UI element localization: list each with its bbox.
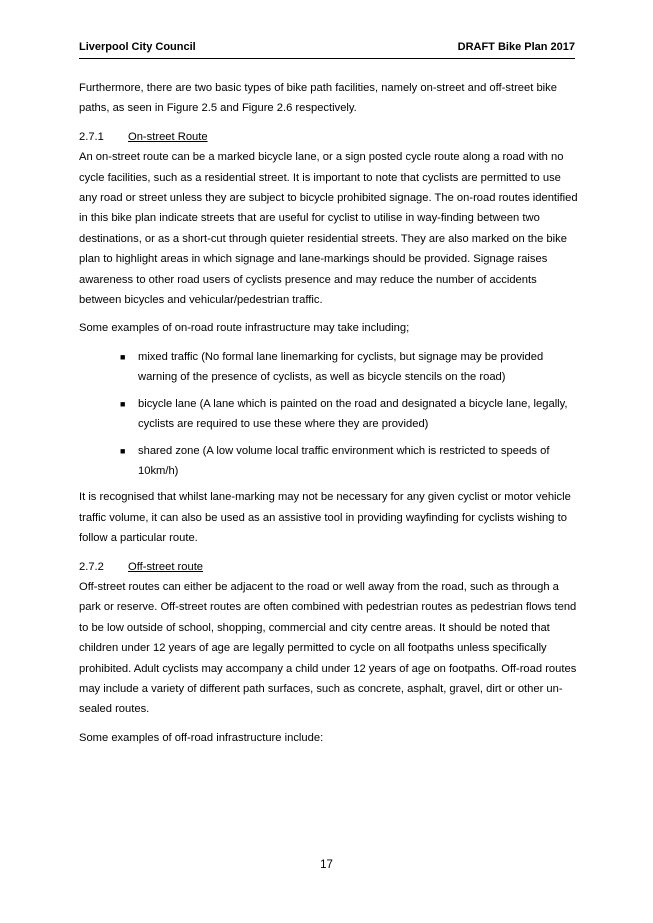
lane-marking-paragraph: It is recognised that whilst lane-marking may not be necessary for any given cyclist or motor vehicle traffic volume, it can also be used as an assistive tool in providing wayfinding for cyclists wishing to follow a particular route. — [79, 491, 571, 545]
page-number: 17 — [320, 859, 333, 871]
bullet-icon: ■ — [120, 445, 126, 456]
on-street-examples-list — [79, 347, 579, 481]
on-street-examples-intro: Some examples of on-road route infrastructure may take including; — [79, 322, 410, 335]
list-item-text: mixed traffic (No formal lane linemarking for cyclists, but signage may be provided warning of the presence of cyclists, as well as bicycle stencils on the road) — [138, 350, 544, 384]
list-item — [79, 347, 579, 388]
bullet-icon: ■ — [120, 351, 126, 362]
intro-paragraph: Furthermore, there are two basic types of bike path facilities, namely on-street and off-street bike paths, as seen in Figure 2.5 and Figure 2.6 respectively. — [79, 82, 557, 115]
off-street-paragraph: Off-street routes can either be adjacent to the road or well away from the road, such as through a park or reserve. Off-street routes are often combined with pedestrian routes as pedestrian flows tend to be low outside of school, shopping, commercial and city centre areas. It should be noted that children under 12 years of age are legally permitted to cycle on all footpaths unless specifically prohibited. Adult cyclists may accompany a child under 12 years of age on footpaths. Off-road routes may include a variety of different path surfaces, such as concrete, asphalt, gravel, dirt or other un-sealed routes. — [79, 580, 577, 716]
header-organization: Liverpool City Council — [79, 41, 196, 53]
list-item-text: bicycle lane (A lane which is painted on the road and designated a bicycle lane, legally, cyclists are required to use these where they are provided) — [138, 397, 568, 431]
list-item — [79, 441, 579, 482]
header-document-title: DRAFT Bike Plan 2017 — [457, 41, 575, 53]
list-item — [79, 394, 579, 435]
bullet-icon: ■ — [120, 398, 126, 409]
list-item-text: shared zone (A low volume local traffic environment which is restricted to speeds of 10km/h) — [138, 444, 550, 477]
section-number: 2.7.2 — [79, 560, 104, 573]
page-header — [79, 40, 575, 59]
section-title: On-street Route — [128, 130, 208, 143]
section-number: 2.7.1 — [79, 130, 104, 143]
section-title: Off-street route — [128, 560, 204, 573]
section-heading-off-street — [79, 557, 579, 577]
page-body — [79, 78, 579, 756]
section-heading-on-street — [79, 127, 579, 147]
on-street-paragraph: An on-street route can be a marked bicycle lane, or a sign posted cycle route along a road with no cycle facilities, such as a residential street. It is important to note that cyclists are permitted to use any road or street unless they are subject to bicycle prohibited signage. The on-road routes identified in this bike plan indicate streets that are useful for cyclist to utilise in way-finding between two destinations, or as a short-cut through quieter residential streets. They are also marked on the bike plan to highlight areas in which signage and lane-markings should be provided. Signage raises awareness to other road users of cyclists presence and may reduce the number of accidents between bicycles and vehicular/pedestrian traffic. — [79, 151, 578, 307]
off-street-examples-intro: Some examples of off-road infrastructure include: — [79, 731, 324, 744]
